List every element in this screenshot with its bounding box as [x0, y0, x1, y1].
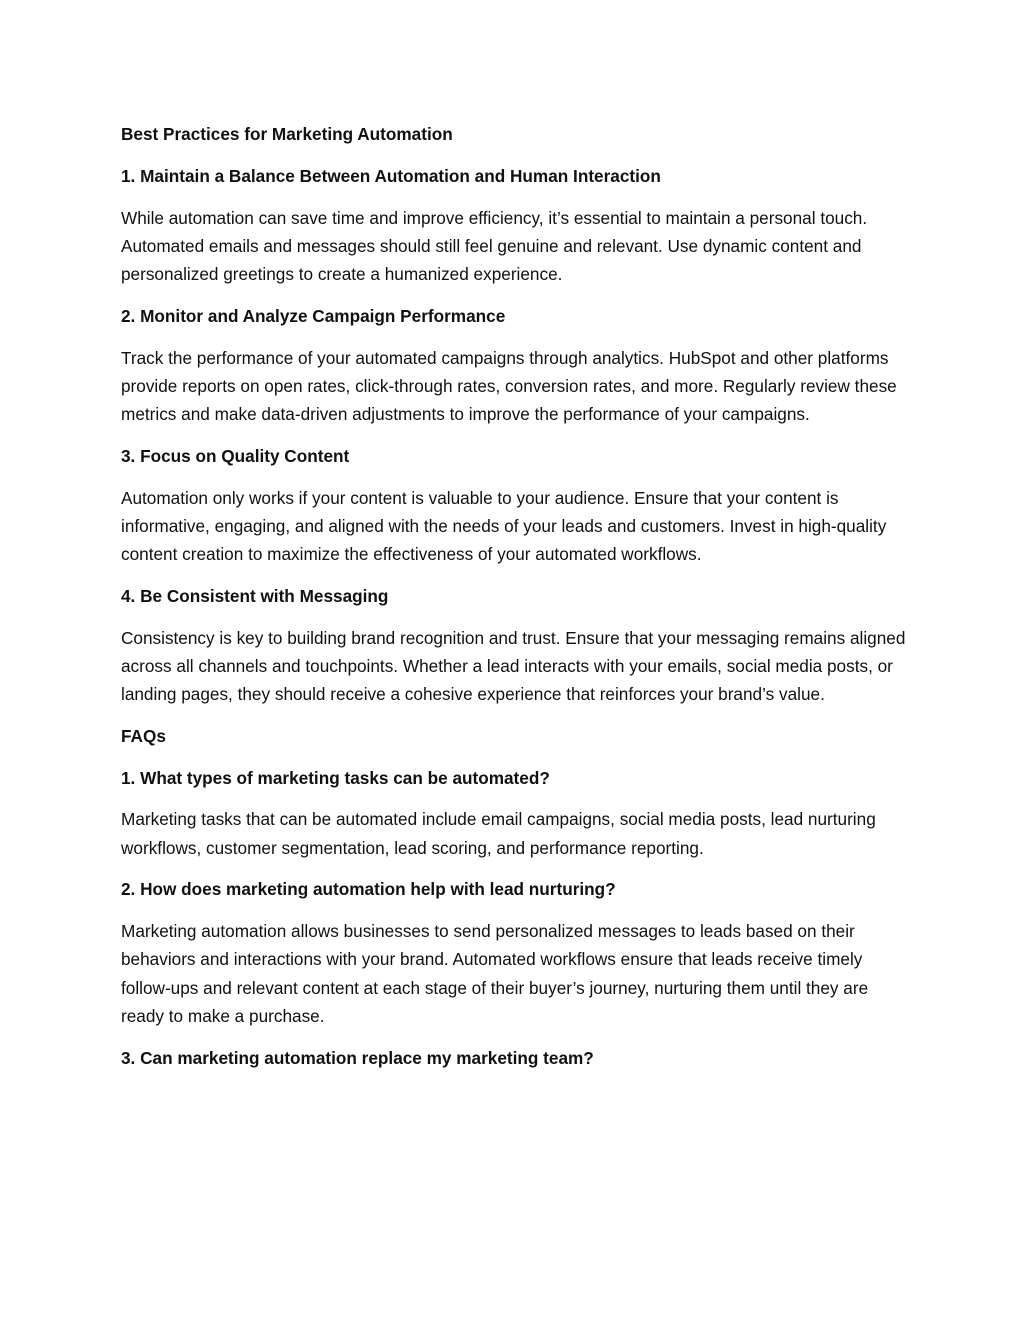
section-body: Automation only works if your content is valuable to your audience. Ensure that your content is informative, engaging, and aligned with the needs of your leads and customers. Invest in high-quality content creation to maximize the effectiveness of your automated workflows.	[121, 487, 887, 564]
faq-answer: Marketing automation allows businesses to send personalized messages to leads based on their behaviors and interactions with your brand. Automated workflows ensure that leads receive timely follow-ups and relevant content at each stage of their buyer’s journey, nurturing them until they are ready to make a purchase.	[121, 921, 869, 1026]
section-heading: 2. Monitor and Analyze Campaign Performance	[121, 305, 506, 326]
section-body: While automation can save time and improve efficiency, it’s essential to maintain a personal touch. Automated emails and messages should still feel genuine and relevant. Use dynamic content and personalized greetings to create a humanized experience.	[121, 207, 868, 284]
section-heading: 3. Focus on Quality Content	[121, 445, 350, 466]
section-body: Consistency is key to building brand recognition and trust. Ensure that your messaging remains aligned across all channels and touchpoints. Whether a lead interacts with your emails, social media posts, or landing pages, they should receive a cohesive experience that reinforces your brand’s value.	[121, 627, 906, 704]
document-title: Best Practices for Marketing Automation	[121, 124, 453, 144]
section-heading: 1. Maintain a Balance Between Automation and Human Interaction	[121, 165, 661, 186]
section-body: Track the performance of your automated campaigns through analytics. HubSpot and other platforms provide reports on open rates, click-through rates, conversion rates, and more. Regularly review these metrics and make data-driven adjustments to improve the performance of your campaigns.	[121, 347, 897, 424]
faq-title: FAQs	[121, 725, 166, 746]
faq-question: 2. How does marketing automation help with lead nurturing?	[121, 879, 616, 900]
document-content	[121, 120, 911, 1085]
faq-question: 3. Can marketing automation replace my marketing team?	[121, 1047, 594, 1068]
section-heading: 4. Be Consistent with Messaging	[121, 585, 389, 606]
faq-answer: Marketing tasks that can be automated include email campaigns, social media posts, lead nurturing workflows, customer segmentation, lead scoring, and performance reporting.	[121, 809, 876, 858]
faq-question: 1. What types of marketing tasks can be automated?	[121, 767, 550, 788]
